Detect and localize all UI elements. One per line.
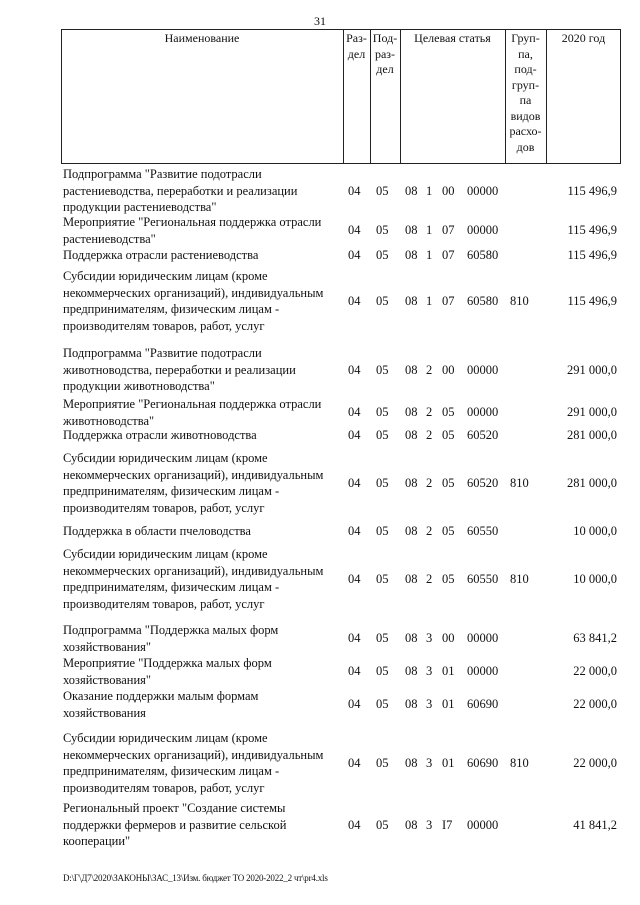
cell-program: 08 (405, 818, 418, 832)
cell-name (63, 450, 341, 516)
cell-direction: 60690 (467, 756, 499, 770)
name-line: Субсидии юридическим лицам (кроме (63, 547, 268, 561)
column-divider (546, 29, 547, 164)
cell-direction: 60580 (467, 248, 499, 262)
cell-activity: 00 (442, 184, 455, 198)
cell-direction: 00000 (467, 184, 499, 198)
header-line: дов (516, 139, 535, 154)
cell-activity: 05 (442, 524, 455, 538)
cell-program: 08 (405, 476, 418, 490)
name-line: Поддержка отрасли растениеводства (63, 248, 259, 262)
cell-amount: 115 496,9 (567, 248, 617, 262)
cell-subsection: 05 (376, 631, 389, 645)
cell-amount: 115 496,9 (567, 184, 617, 198)
cell-program: 08 (405, 524, 418, 538)
cell-program: 08 (405, 664, 418, 678)
cell-name (63, 688, 341, 721)
cell-activity: 05 (442, 405, 455, 419)
name-line: Подпрограмма "Поддержка малых форм (63, 623, 279, 637)
cell-section: 04 (348, 294, 361, 308)
cell-activity: 07 (442, 248, 455, 262)
name-line: Подпрограмма "Развитие подотрасли (63, 346, 262, 360)
cell-program: 08 (405, 184, 418, 198)
cell-name (63, 427, 341, 444)
cell-program: 08 (405, 294, 418, 308)
cell-section: 04 (348, 405, 361, 419)
cell-subsection: 05 (376, 184, 389, 198)
cell-activity: 01 (442, 664, 455, 678)
cell-section: 04 (348, 248, 361, 262)
cell-name (63, 345, 341, 395)
cell-group: 810 (510, 294, 529, 308)
cell-subsection: 05 (376, 818, 389, 832)
cell-subsection: 05 (376, 524, 389, 538)
cell-section: 04 (348, 476, 361, 490)
name-line: растениеводства" (63, 231, 156, 246)
name-line: предпринимателям, физическим лицам - (63, 580, 280, 594)
name-line: производителям товаров, работ, услуг (63, 318, 265, 333)
cell-program: 08 (405, 363, 418, 377)
cell-direction: 60550 (467, 524, 499, 538)
cell-activity: 05 (442, 572, 455, 586)
name-line: продукции животноводства" (63, 379, 215, 393)
cell-direction: 60550 (467, 572, 499, 586)
name-line: некоммерческих организаций), индивидуальным (63, 285, 324, 300)
name-line: животноводства" (63, 413, 155, 428)
name-line: Подпрограмма "Развитие подотрасли (63, 167, 262, 181)
cell-direction: 00000 (467, 405, 499, 419)
cell-activity: I7 (442, 818, 453, 832)
cell-program: 08 (405, 572, 418, 586)
cell-section: 04 (348, 664, 361, 678)
cell-program: 08 (405, 428, 418, 442)
cell-subprogram: 3 (426, 664, 433, 678)
header-line: па, (518, 46, 533, 61)
cell-activity: 07 (442, 223, 455, 237)
cell-direction: 60520 (467, 476, 499, 490)
name-line: Субсидии юридическим лицам (кроме (63, 269, 268, 283)
cell-amount: 63 841,2 (573, 631, 617, 645)
cell-direction: 60690 (467, 697, 499, 711)
cell-section: 04 (348, 223, 361, 237)
name-line: Поддержка отрасли животноводства (63, 428, 257, 442)
cell-program: 08 (405, 697, 418, 711)
header-section (343, 31, 370, 62)
name-line: Субсидии юридическим лицам (кроме (63, 731, 268, 745)
cell-subprogram: 2 (426, 405, 433, 419)
cell-subsection: 05 (376, 223, 389, 237)
name-line: некоммерческих организаций), индивидуальным (63, 467, 324, 482)
cell-subprogram: 2 (426, 476, 433, 490)
cell-subprogram: 2 (426, 572, 433, 586)
cell-name (63, 622, 341, 655)
name-line: предпринимателям, физическим лицам - (63, 764, 280, 778)
cell-subprogram: 1 (426, 223, 433, 237)
header-line: Под- (372, 31, 398, 45)
cell-activity: 05 (442, 428, 455, 442)
cell-activity: 01 (442, 697, 455, 711)
header-line: дел (347, 46, 366, 61)
cell-amount: 22 000,0 (573, 697, 617, 711)
name-line: хозяйствования" (63, 672, 151, 687)
name-line: хозяйствования (63, 705, 146, 720)
cell-program: 08 (405, 248, 418, 262)
cell-name (63, 523, 341, 540)
cell-subsection: 05 (376, 664, 389, 678)
cell-name (63, 730, 341, 796)
cell-amount: 281 000,0 (567, 428, 617, 442)
cell-group: 810 (510, 476, 529, 490)
header-line: Груп- (511, 31, 540, 45)
name-line: животноводства, переработки и реализации (63, 362, 296, 377)
cell-section: 04 (348, 756, 361, 770)
cell-name (63, 214, 341, 247)
cell-subprogram: 3 (426, 756, 433, 770)
cell-group: 810 (510, 572, 529, 586)
cell-subsection: 05 (376, 697, 389, 711)
header-line: дел (376, 62, 394, 76)
cell-subprogram: 3 (426, 697, 433, 711)
page-number: 31 (314, 14, 326, 28)
name-line: хозяйствования" (63, 639, 151, 654)
file-path-footer: D:\Г\Д7\2020\ЗАКОНЫ\ЗАС_13\Изм. бюджет ТО 2020-2022_2 чт\pr4.xls (63, 873, 328, 883)
name-line: производителям товаров, работ, услуг (63, 780, 265, 795)
cell-activity: 00 (442, 631, 455, 645)
header-line: груп- (511, 77, 540, 92)
cell-subsection: 05 (376, 476, 389, 490)
cell-name (63, 268, 341, 334)
cell-name (63, 546, 341, 612)
header-group (505, 31, 546, 155)
name-line: предпринимателям, физическим лицам - (63, 302, 280, 316)
cell-activity: 01 (442, 756, 455, 770)
cell-section: 04 (348, 428, 361, 442)
cell-section: 04 (348, 631, 361, 645)
cell-section: 04 (348, 363, 361, 377)
cell-section: 04 (348, 818, 361, 832)
name-line: некоммерческих организаций), индивидуальным (63, 747, 324, 762)
cell-section: 04 (348, 572, 361, 586)
name-line: Поддержка в области пчеловодства (63, 524, 251, 538)
name-line: Региональный проект "Создание системы (63, 801, 286, 815)
cell-section: 04 (348, 524, 361, 538)
cell-activity: 00 (442, 363, 455, 377)
cell-amount: 22 000,0 (573, 756, 617, 770)
cell-subsection: 05 (376, 248, 389, 262)
cell-program: 08 (405, 405, 418, 419)
name-line: Мероприятие "Региональная поддержка отрасли (63, 215, 322, 229)
cell-subsection: 05 (376, 405, 389, 419)
name-line: продукции растениеводства" (63, 200, 217, 214)
cell-amount: 115 496,9 (567, 294, 617, 308)
name-line: Мероприятие "Поддержка малых форм (63, 656, 272, 670)
cell-direction: 60580 (467, 294, 499, 308)
cell-subsection: 05 (376, 428, 389, 442)
name-line: производителям товаров, работ, услуг (63, 596, 265, 611)
name-line: предпринимателям, физическим лицам - (63, 484, 280, 498)
cell-program: 08 (405, 631, 418, 645)
cell-subprogram: 2 (426, 524, 433, 538)
cell-subprogram: 2 (426, 363, 433, 377)
cell-subsection: 05 (376, 572, 389, 586)
cell-subprogram: 3 (426, 818, 433, 832)
cell-direction: 00000 (467, 664, 499, 678)
cell-name (63, 800, 341, 850)
name-line: Оказание поддержки малым формам (63, 689, 259, 703)
cell-subprogram: 1 (426, 184, 433, 198)
cell-amount: 10 000,0 (573, 524, 617, 538)
name-line: Субсидии юридическим лицам (кроме (63, 451, 268, 465)
header-line: раз- (374, 46, 396, 61)
header-year: 2020 год (561, 31, 606, 45)
cell-subsection: 05 (376, 756, 389, 770)
header-line: Раз- (346, 31, 367, 45)
header-subsection (370, 31, 400, 78)
cell-subprogram: 1 (426, 294, 433, 308)
cell-subprogram: 2 (426, 428, 433, 442)
cell-group: 810 (510, 756, 529, 770)
cell-amount: 10 000,0 (573, 572, 617, 586)
header-line: видов (510, 108, 541, 123)
header-line: под- (514, 62, 537, 76)
cell-amount: 22 000,0 (573, 664, 617, 678)
cell-subprogram: 1 (426, 248, 433, 262)
name-line: Мероприятие "Региональная поддержка отрасли (63, 397, 322, 411)
cell-direction: 00000 (467, 631, 499, 645)
cell-direction: 00000 (467, 223, 499, 237)
cell-direction: 60520 (467, 428, 499, 442)
cell-program: 08 (405, 756, 418, 770)
name-line: некоммерческих организаций), индивидуальным (63, 563, 324, 578)
cell-activity: 05 (442, 476, 455, 490)
cell-name (63, 655, 341, 688)
name-line: производителям товаров, работ, услуг (63, 500, 265, 515)
cell-program: 08 (405, 223, 418, 237)
cell-amount: 291 000,0 (567, 363, 617, 377)
cell-amount: 115 496,9 (567, 223, 617, 237)
cell-amount: 281 000,0 (567, 476, 617, 490)
cell-subsection: 05 (376, 294, 389, 308)
cell-name (63, 396, 341, 429)
header-line: расхо- (509, 124, 542, 138)
name-line: кооперации" (63, 834, 131, 848)
header-target-article: Целевая статья (414, 31, 491, 45)
cell-direction: 00000 (467, 363, 499, 377)
header-name: Наименование (164, 31, 240, 45)
cell-subprogram: 3 (426, 631, 433, 645)
column-divider (400, 29, 401, 164)
cell-section: 04 (348, 697, 361, 711)
name-line: поддержки фермеров и развитие сельской (63, 817, 287, 832)
cell-name (63, 247, 341, 264)
name-line: растениеводства, переработки и реализации (63, 183, 298, 198)
cell-name (63, 166, 341, 216)
header-line: па (519, 93, 532, 107)
cell-amount: 41 841,2 (573, 818, 617, 832)
cell-activity: 07 (442, 294, 455, 308)
cell-section: 04 (348, 184, 361, 198)
cell-amount: 291 000,0 (567, 405, 617, 419)
cell-subsection: 05 (376, 363, 389, 377)
cell-direction: 00000 (467, 818, 499, 832)
